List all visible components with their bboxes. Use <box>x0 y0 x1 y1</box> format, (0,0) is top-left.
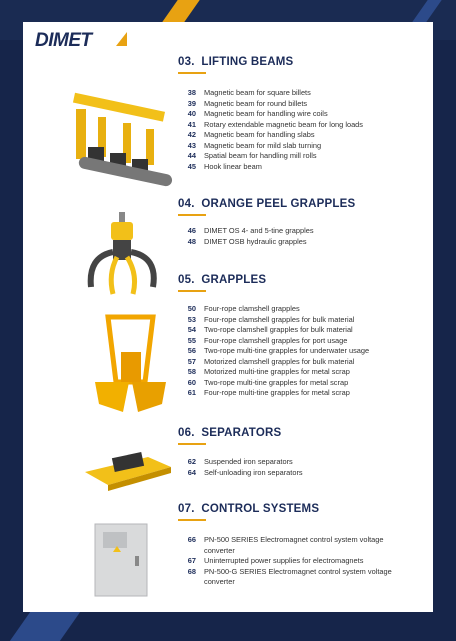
orange-peel-grapple-image <box>83 212 163 297</box>
decor-stripe <box>10 612 80 641</box>
list-item[interactable]: 43 Magnetic beam for mild slab turning <box>187 140 322 150</box>
list-item[interactable]: 41 Rotary extendable magnetic beam for long loads <box>187 119 363 129</box>
list-item[interactable]: 67 Uninterrupted power supplies for electromagnets <box>187 556 364 565</box>
section-grapples <box>178 274 404 399</box>
list-item[interactable]: 61 Four-rope multi-tine grapples for metal scrap <box>187 388 350 397</box>
logo-triangle-icon <box>116 32 127 46</box>
list-item[interactable]: 40 Magnetic beam for handling wire coils <box>187 109 328 118</box>
list-item[interactable]: 48 DIMET OSB hydraulic grapples <box>187 236 307 246</box>
section-title: 04. ORANGE PEEL GRAPPLES <box>178 198 356 210</box>
section-underline <box>178 519 206 521</box>
section-title: 07. CONTROL SYSTEMS <box>178 503 320 515</box>
list-item[interactable]: 64 Self-unloading iron separators <box>187 467 303 477</box>
list-item[interactable]: 50 Four-rope clamshell grapples <box>187 304 300 313</box>
list-item[interactable]: 68 PN-500-G SERIES Electromagnet control system voltage converter <box>187 566 392 586</box>
list-item[interactable]: 39 Magnetic beam for round billets <box>187 98 308 108</box>
list-item[interactable]: 45 Hook linear beam <box>187 161 262 171</box>
section-control-systems <box>178 503 404 588</box>
section-underline <box>178 443 206 445</box>
section-underline <box>178 290 206 292</box>
list-item[interactable]: 46 DIMET OS 4- and 5-tine grapples <box>187 226 314 235</box>
list-item[interactable]: 53 Four-rope clamshell grapples for bulk material <box>187 314 355 324</box>
list-item[interactable]: 42 Magnetic beam for handling slabs <box>187 130 315 139</box>
section-orange-peel-grapples <box>178 198 404 247</box>
section-title: 06. SEPARATORS <box>178 427 282 439</box>
section-title: 03. LIFTING BEAMS <box>178 56 294 68</box>
list-item[interactable]: 60 Two-rope multi-tine grapples for metal scrap <box>187 377 349 387</box>
section-title: 05. GRAPPLES <box>178 274 267 286</box>
dimet-logo: DIMET <box>35 30 92 51</box>
section-underline <box>178 72 206 74</box>
section-underline <box>178 214 206 216</box>
list-item[interactable]: 57 Motorized clamshell grapples for bulk material <box>187 356 355 366</box>
list-item[interactable]: 44 Spatial beam for handling mill rolls <box>187 151 317 160</box>
control-cabinet-image <box>91 522 151 600</box>
list-item[interactable]: 66 PN-500 SERIES Electromagnet control system voltage converter <box>187 535 384 555</box>
clamshell-grapple-image <box>93 312 168 422</box>
lifting-beam-image <box>68 87 178 197</box>
list-item[interactable]: 58 Motorized multi-tine grapples for metal scrap <box>187 367 350 376</box>
section-separators <box>178 427 404 478</box>
section-lifting-beams <box>178 56 404 172</box>
list-item[interactable]: 56 Two-rope multi-tine grapples for underwater usage <box>187 346 370 355</box>
list-item[interactable]: 38 Magnetic beam for square billets <box>187 88 311 97</box>
list-item[interactable]: 62 Suspended iron separators <box>187 457 293 466</box>
list-item[interactable]: 54 Two-rope clamshell grapples for bulk material <box>187 325 353 334</box>
list-item[interactable]: 55 Four-rope clamshell grapples for port usage <box>187 335 348 345</box>
toc-page <box>23 22 433 612</box>
iron-separator-image <box>83 447 173 492</box>
